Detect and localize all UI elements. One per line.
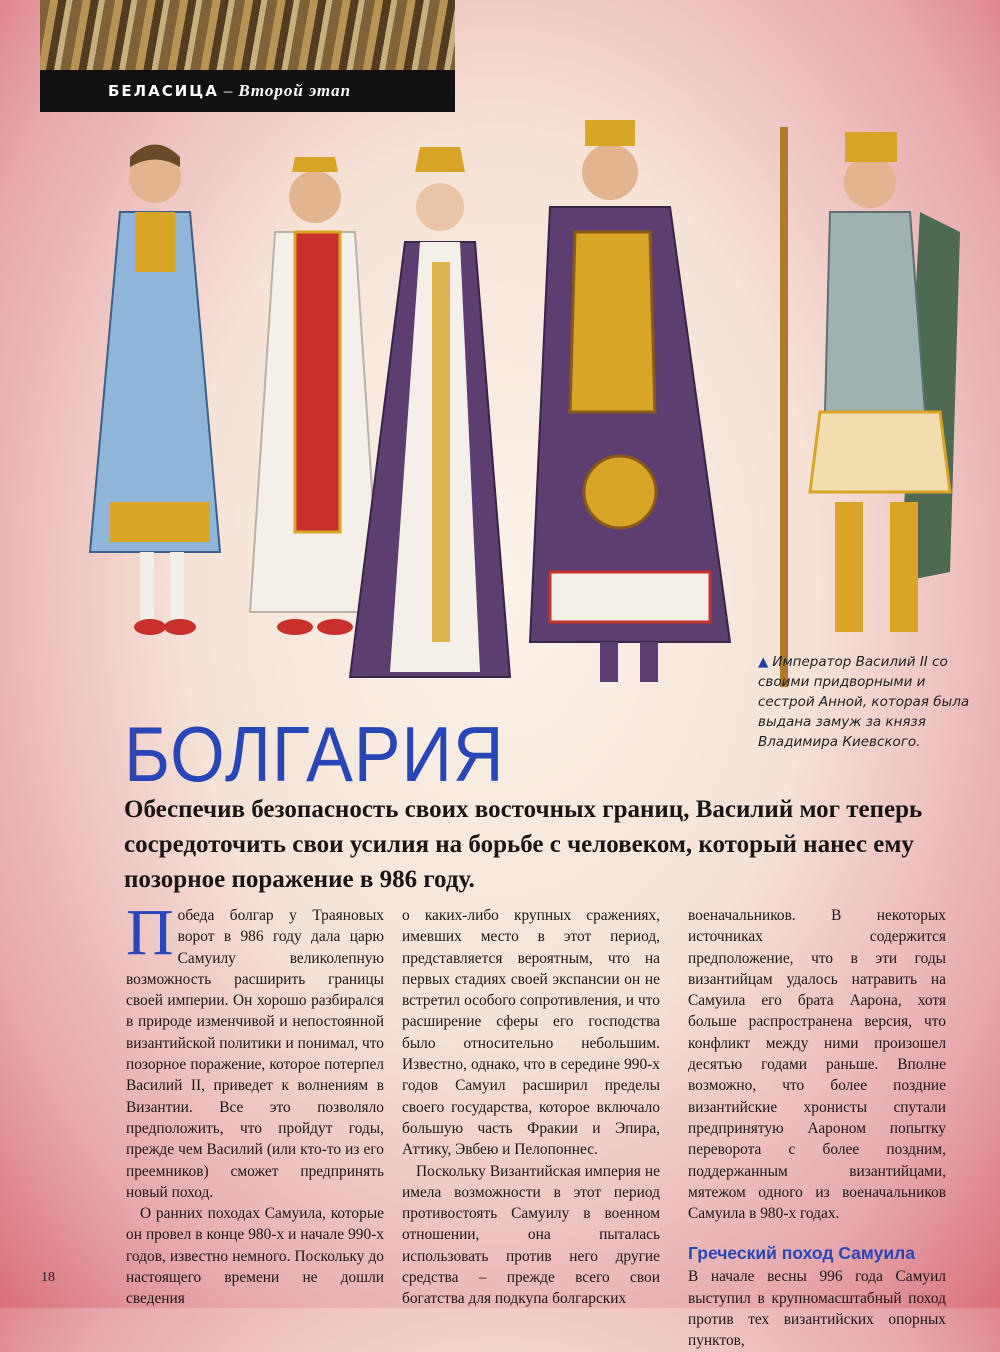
paragraph-text: обеда болгар у Траяновых ворот в 986 году дала царю Самуилу великолепную возможность расширить границы своей империи. Он хорошо разбирался в природе изменчивой и непостоянной византийской политики и понимал, что позорное поражение, которое потерпел Василий II, приведет к волнениям в Византии. Все это позволяло предположить, что пройдут годы, прежде чем Василий (или кто-то из его преемников) сможет предпринять новый поход. <box>126 907 384 1201</box>
caption-text: Император Василий II со своими придворными и сестрой Анной, которая была выдана замуж за князя Владимира Киевского. <box>758 654 970 750</box>
text-column-3 <box>688 905 946 1352</box>
figure-emperor-basil <box>530 120 730 682</box>
paragraph: О ранних походах Самуила, которые он провел в конце 980-х и начале 990-х годов, известно немного. Поскольку до настоящего времени не дошли сведения <box>126 1205 384 1308</box>
text-column-1 <box>126 896 384 1310</box>
figure-princess-anna <box>350 147 510 677</box>
article-title: БОЛГАРИЯ <box>124 710 505 798</box>
section-header <box>40 0 455 112</box>
paragraph: В начале весны 996 года Самуил выступил в крупномасштабный поход против тех византийских опорных пунктов, <box>688 1268 946 1350</box>
paragraph: военачальников. В некоторых источниках содержится предположение, что в эти годы византийцам удалось натравить на Самуила его брата Аарона, хотя больше распространена версия, что конфликт между ними произошел десятью годами раньше. Вполне возможно, что более поздние византийские хронисты спутали предпринятую Аароном попытку переворота с более поздним, поддержанным византийцами, мятежом одного из военачальников Самуила в 980-х годах. <box>688 907 946 1223</box>
drop-cap: П <box>126 896 174 969</box>
section-label <box>40 70 455 112</box>
caption-triangle-icon: ▲ <box>758 654 769 670</box>
section-dash: – <box>223 81 234 100</box>
section-subtitle: Второй этап <box>238 81 352 100</box>
text-column-2 <box>402 905 660 1310</box>
page-number: 18 <box>41 1270 55 1285</box>
paragraph: Поскольку Византийская империя не имела возможности в этот период противостоять Самуилу в военном отношении, она пыталась использовать против него другие средства – прежде всего свои богатства для подкупа болгарских <box>402 1162 660 1308</box>
figure-courtier-blue <box>90 145 220 636</box>
paragraph <box>126 896 384 1203</box>
section-name: БЕЛАСИЦА <box>108 82 219 100</box>
article-lead: Обеспечив безопасность своих восточных границ, Василий мог теперь сосредоточить свои усилия на борьбе с человеком, который нанес ему позорное поражение в 986 году. <box>124 796 923 893</box>
subheading: Греческий поход Самуила <box>688 1243 915 1264</box>
image-caption <box>758 652 973 752</box>
byzantine-costumes-illustration <box>80 112 980 712</box>
figure-guard <box>780 127 960 687</box>
figure-courtier-red <box>250 157 380 635</box>
battle-frieze-image <box>40 0 455 70</box>
paragraph: о каких-либо крупных сражениях, имевших место в этот период, представляется вероятным, что на первых стадиях своей экспансии он не встретил особого сопротивления, и что расширение сферы его господства было относительно небольшим. Известно, однако, что в середине 990-х годов Самуил расширил пределы своего государства, которое включало большую часть Фракии и Эпира, Аттику, Эвбею и Пелопоннес. <box>402 907 660 1159</box>
